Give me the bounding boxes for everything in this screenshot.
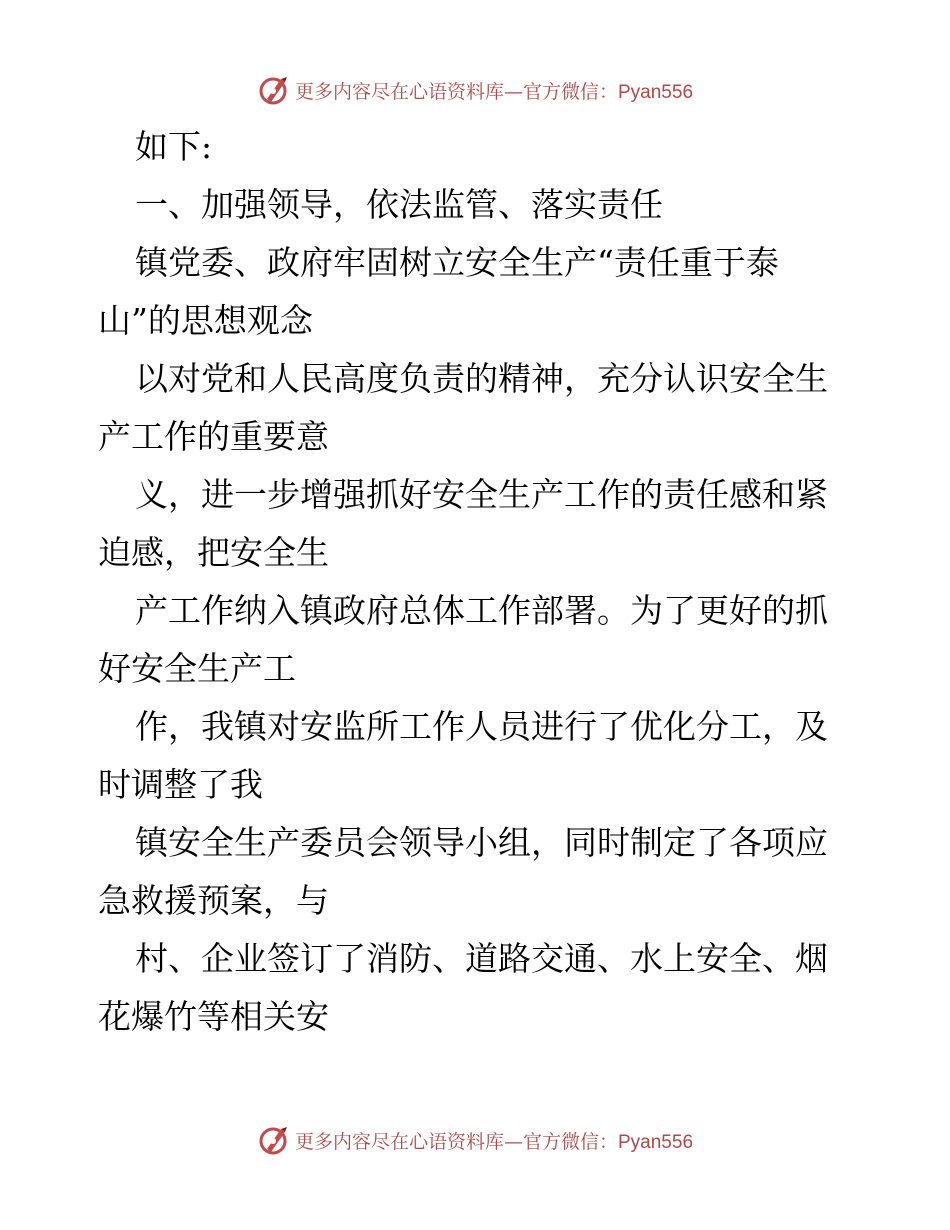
document-body xyxy=(98,118,858,1046)
header-banner-title: 更多内容尽在心语资料库 xyxy=(294,80,504,103)
footer-wechat-id: Pyan556 xyxy=(618,1131,694,1153)
footer-wechat-label: 官方微信： xyxy=(522,1130,618,1153)
body-line: 义，进一步增强抓好安全生产工作的责任感和紧 xyxy=(135,475,828,514)
footer-banner-text xyxy=(295,1127,693,1154)
body-line: 时调整了我 xyxy=(98,765,263,804)
header-banner xyxy=(0,70,950,110)
body-line: 好安全生产工 xyxy=(98,649,296,688)
footer-banner-dash: — xyxy=(503,1130,523,1153)
body-line: 产工作纳入镇政府总体工作部署。为了更好的抓 xyxy=(135,591,828,630)
pen-nib-logo-icon xyxy=(257,1123,291,1157)
body-line: 产工作的重要意 xyxy=(98,417,329,456)
body-line: 山”的思想观念 xyxy=(98,301,313,340)
header-banner-text xyxy=(295,77,693,104)
body-line: 村、企业签订了消防、道路交通、水上安全、烟 xyxy=(135,939,828,978)
body-line: 作，我镇对安监所工作人员进行了优化分工，及 xyxy=(135,707,828,746)
footer-banner xyxy=(0,1120,950,1160)
footer-banner-title: 更多内容尽在心语资料库 xyxy=(294,1130,504,1153)
header-banner-dash: — xyxy=(503,80,523,103)
header-wechat-id: Pyan556 xyxy=(618,81,694,103)
header-wechat-label: 官方微信： xyxy=(522,80,618,103)
body-line: 急救援预案，与 xyxy=(98,881,329,920)
body-line: 镇党委、政府牢固树立安全生产“责任重于泰 xyxy=(135,243,779,282)
section-heading: 一、加强领导，依法监管、落实责任 xyxy=(135,185,663,224)
body-line: 花爆竹等相关安 xyxy=(98,997,329,1036)
pen-nib-logo-icon xyxy=(257,73,291,107)
body-line: 如下: xyxy=(135,127,213,166)
body-line: 迫感，把安全生 xyxy=(98,533,329,572)
body-line: 镇安全生产委员会领导小组，同时制定了各项应 xyxy=(135,823,828,862)
body-line: 以对党和人民高度负责的精神，充分认识安全生 xyxy=(135,359,828,398)
